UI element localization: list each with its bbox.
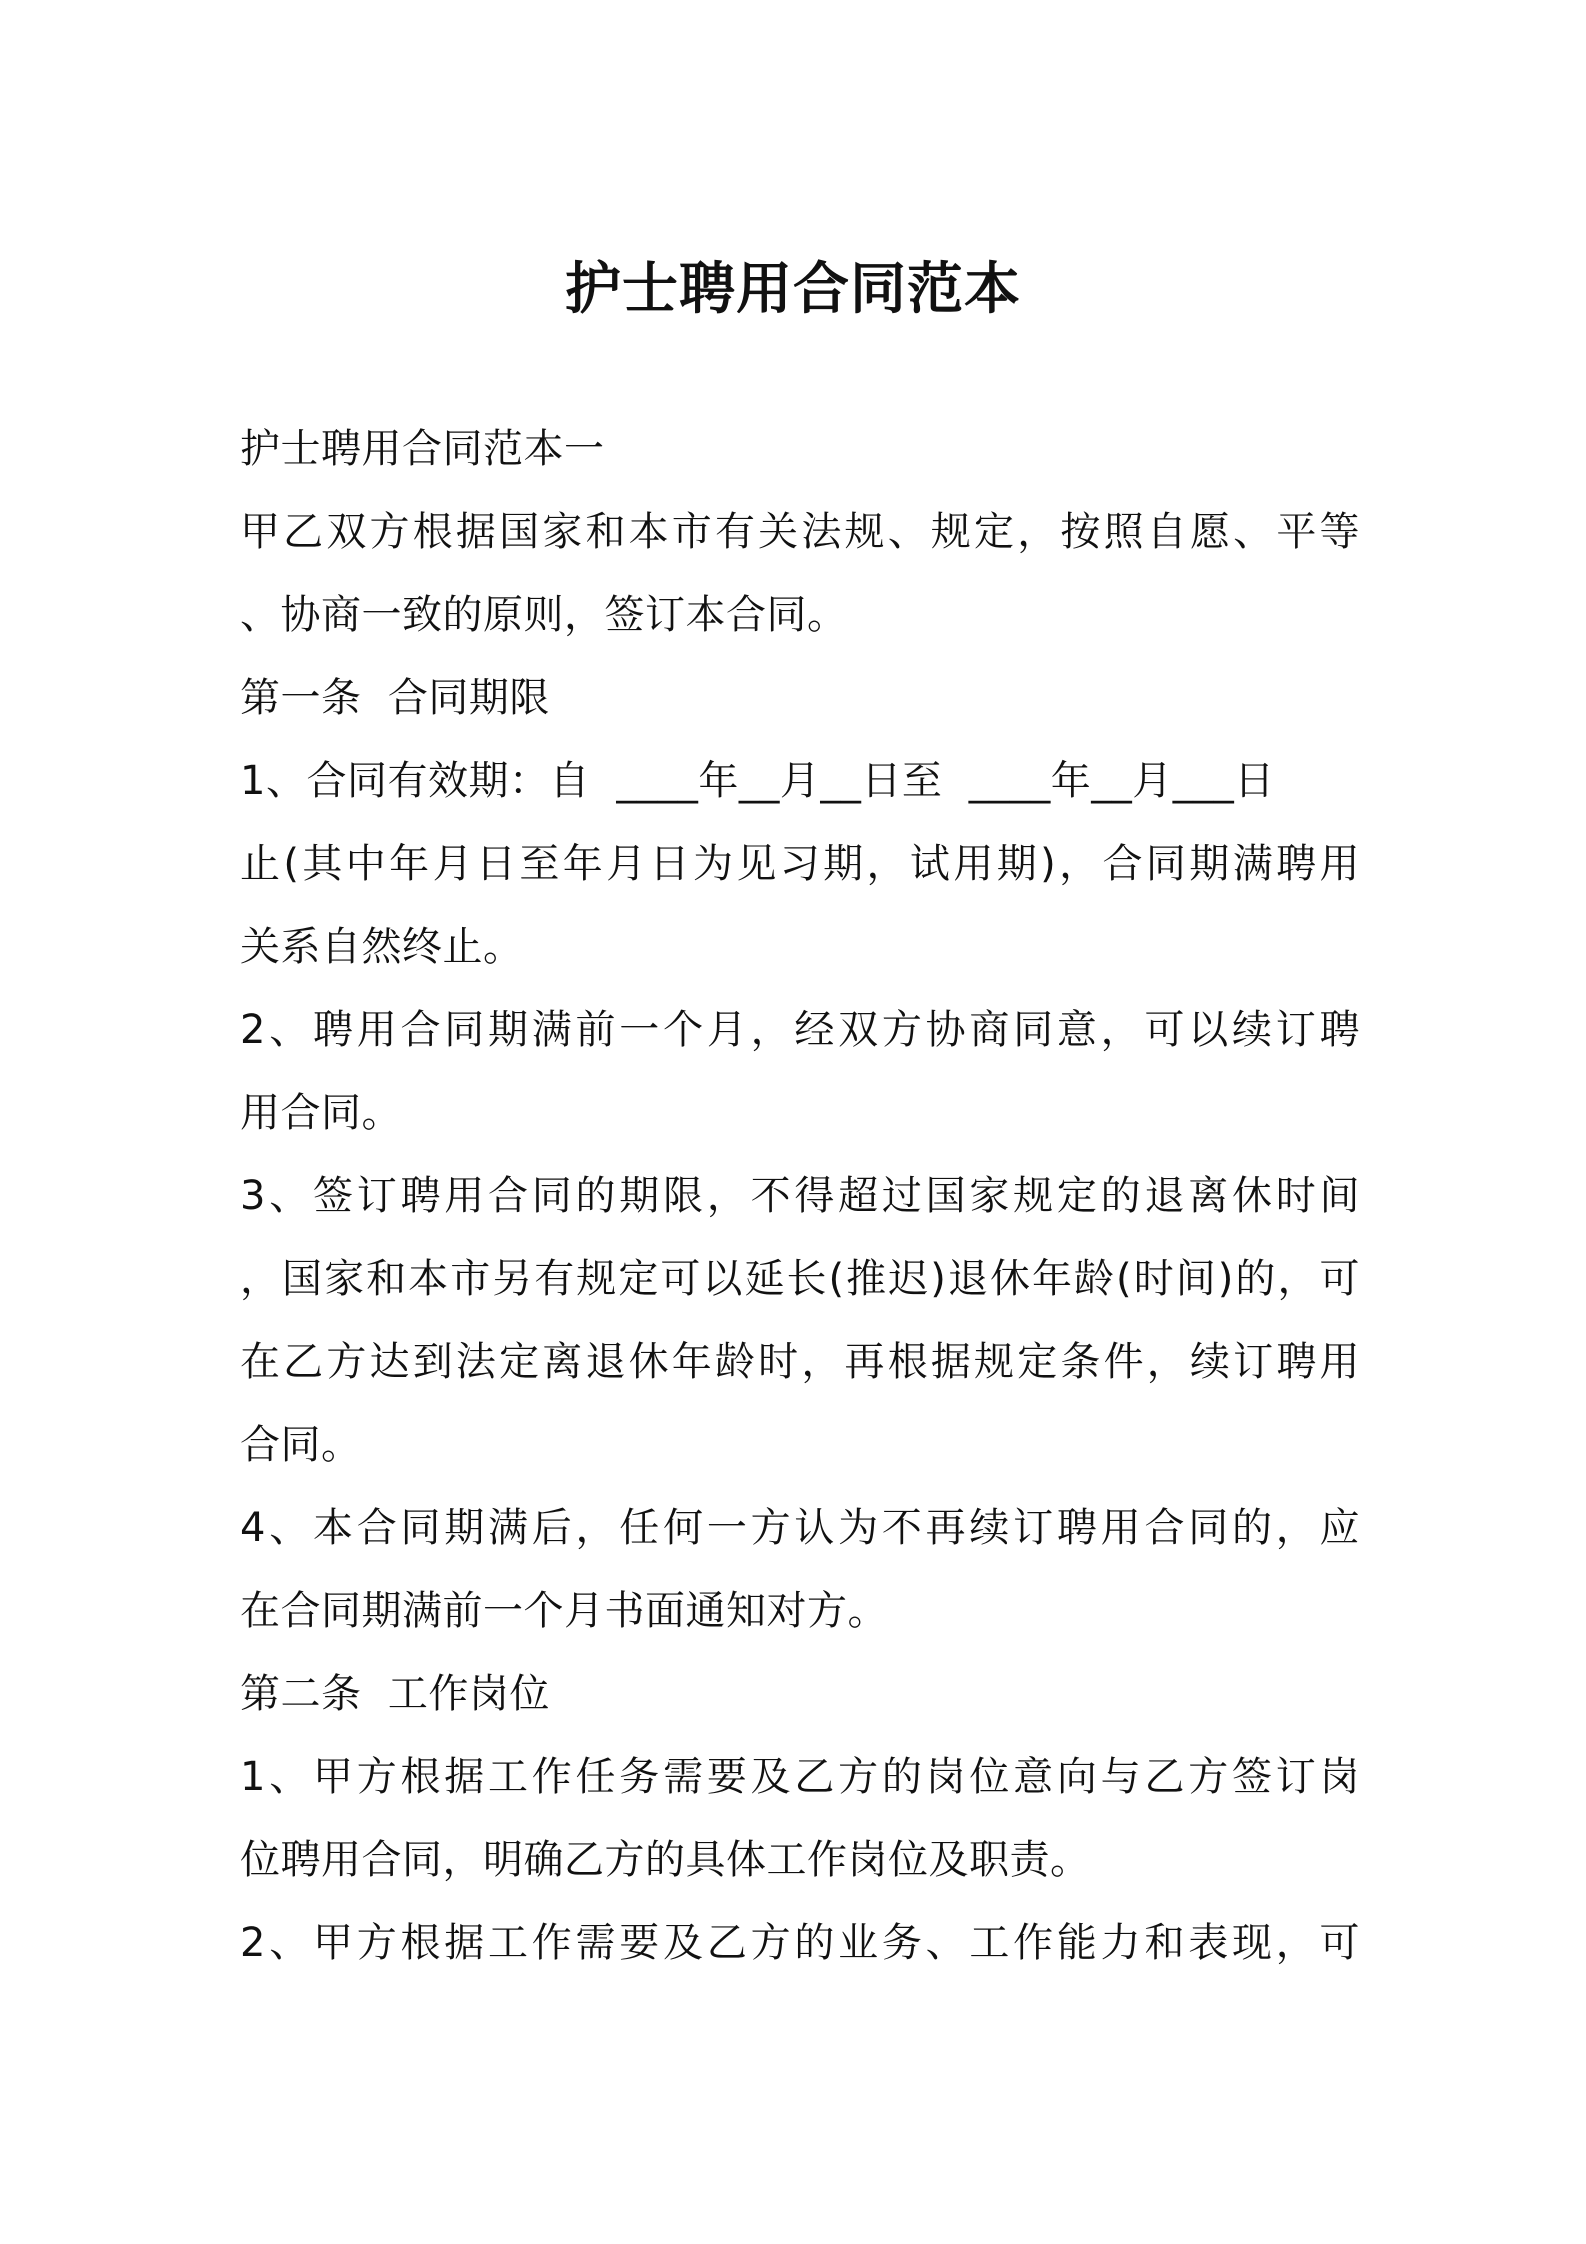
text-line: 1、合同有效期：自 ____年__月__日至 ____年__月___日 (240, 758, 1275, 804)
text-line: 关系自然终止。 (240, 924, 524, 970)
text-line: 用合同。 (240, 1090, 402, 1136)
section-heading: 第一条 合同期限 (240, 675, 550, 721)
section-heading: 第二条 工作岗位 (240, 1671, 550, 1717)
text-line: 在乙方达到法定离退休年龄时，再根据规定条件，续订聘用 (240, 1339, 1360, 1385)
text-line: 在合同期满前一个月书面通知对方。 (240, 1588, 888, 1634)
text-line: 、协商一致的原则，签订本合同。 (240, 592, 848, 638)
text-line: 位聘用合同，明确乙方的具体工作岗位及职责。 (240, 1837, 1091, 1883)
text-line: 4、本合同期满后，任何一方认为不再续订聘用合同的，应 (240, 1505, 1360, 1551)
text-line: ，国家和本市另有规定可以延长(推迟)退休年龄(时间)的，可 (240, 1256, 1360, 1302)
document-title: 护士聘用合同范本 (565, 257, 1021, 322)
text-line: 护士聘用合同范本一 (240, 426, 605, 472)
text-line: 止(其中年月日至年月日为见习期，试用期)，合同期满聘用 (240, 841, 1360, 887)
text-line: 2、聘用合同期满前一个月，经双方协商同意，可以续订聘 (240, 1007, 1360, 1053)
text-line: 甲乙双方根据国家和本市有关法规、规定，按照自愿、平等 (240, 509, 1360, 555)
document-body (240, 408, 1360, 1985)
text-line: 2、甲方根据工作需要及乙方的业务、工作能力和表现，可 (240, 1920, 1360, 1966)
text-line: 1、甲方根据工作任务需要及乙方的岗位意向与乙方签订岗 (240, 1754, 1360, 1800)
text-line: 合同。 (240, 1422, 362, 1468)
text-line: 3、签订聘用合同的期限，不得超过国家规定的退离休时间 (240, 1173, 1360, 1219)
